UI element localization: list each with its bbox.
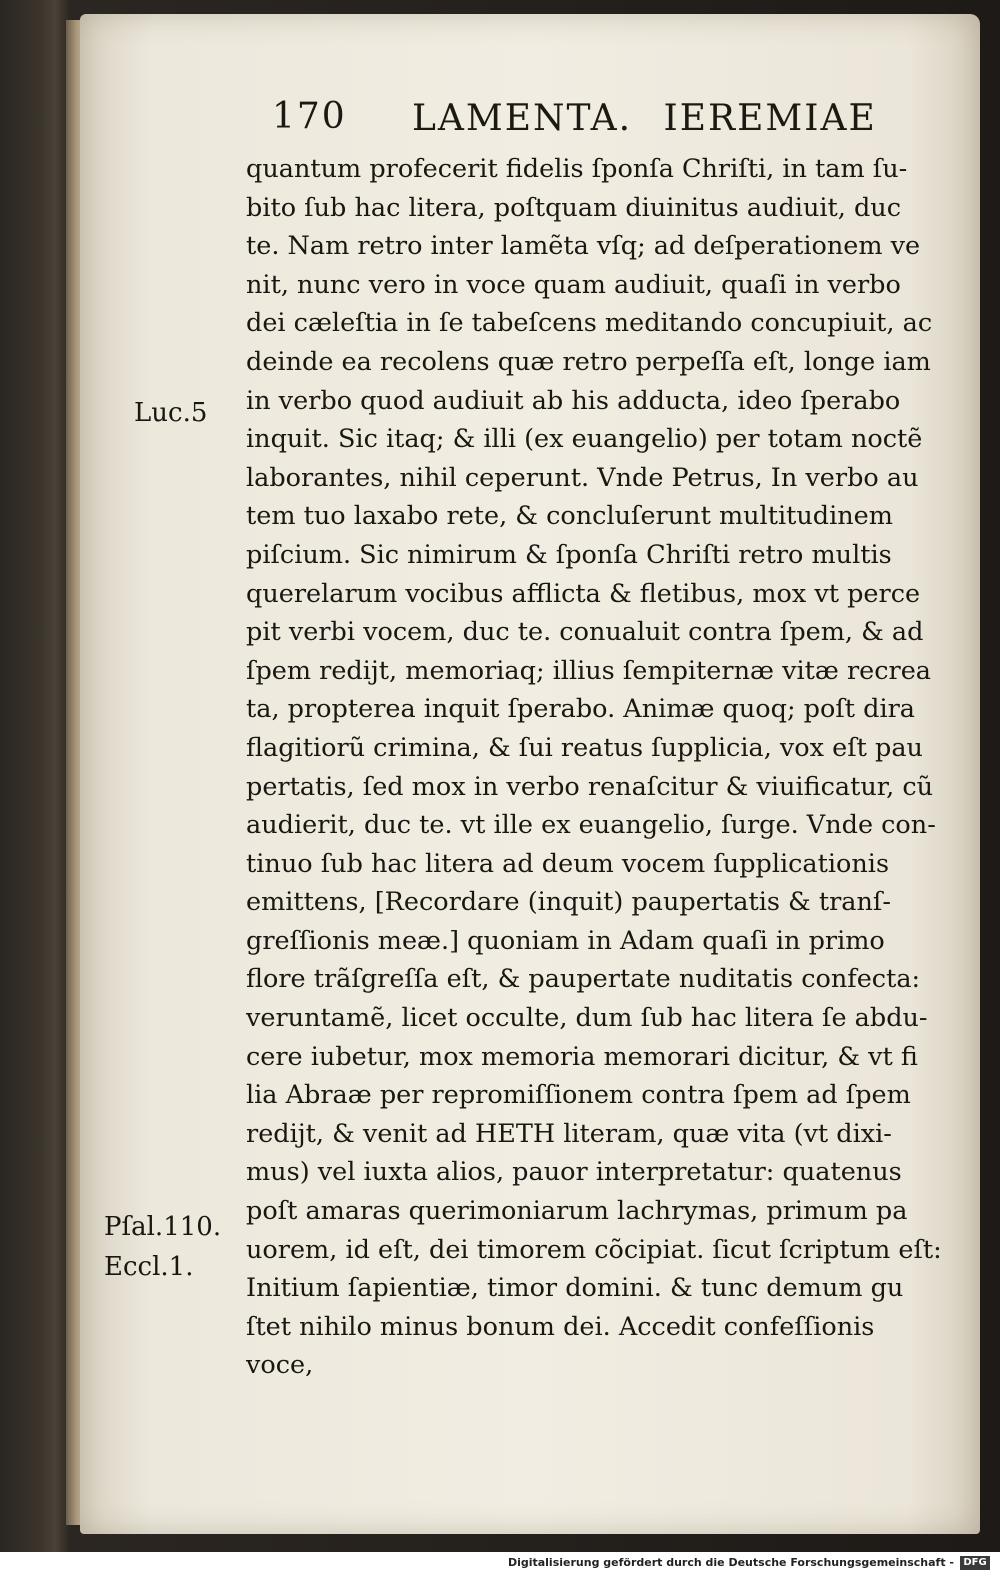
text-line: bito ſub hac litera, poſtquam diuinitus audiuit, duc bbox=[246, 192, 902, 223]
text-line: tinuo ſub hac litera ad deum vocem ſupplicationis bbox=[246, 848, 890, 879]
text-line: laborantes, nihil ceperunt. Vnde Petrus, In verbo au bbox=[246, 462, 919, 493]
text-line: uorem, id eſt, dei timorem cõcipiat. ſicut ſcriptum eſt: bbox=[246, 1234, 942, 1265]
text-line: te. Nam retro inter lamẽta vſq; ad deſperationem ve bbox=[246, 231, 921, 262]
dfg-logo: DFG bbox=[960, 1556, 990, 1570]
text-line: deinde ea recolens quæ retro perpeſſa eſt, longe iam bbox=[246, 346, 931, 377]
text-line: querelarum vocibus afflicta & fletibus, mox vt perce bbox=[246, 578, 921, 609]
text-line: audierit, duc te. vt ille ex euangelio, ſurge. Vnde con- bbox=[246, 810, 936, 841]
text-line: inquit. Sic itaq; & illi (ex euangelio) per totam noctẽ bbox=[246, 424, 923, 455]
margin-note-luc: Luc.5 bbox=[134, 398, 208, 428]
text-line: Initium ſapientiæ, timor domini. & tunc demum gu bbox=[246, 1273, 904, 1304]
text-line: voce, bbox=[246, 1350, 314, 1381]
body-text bbox=[246, 150, 966, 1385]
text-line: piſcium. Sic nimirum & ſponſa Chriſti retro multis bbox=[246, 539, 892, 570]
text-line: emittens, [Recordare (inquit) paupertatis & tranſ- bbox=[246, 887, 891, 918]
running-header bbox=[272, 88, 882, 148]
text-line: dei cæleſtia in ſe tabeſcens meditando concupiuit, ac bbox=[246, 308, 933, 339]
text-line: pit verbi vocem, duc te. conualuit contra ſpem, & ad bbox=[246, 617, 924, 648]
running-title: LAMENTA. IEREMIAE bbox=[412, 98, 877, 139]
text-line: ſtet nihilo minus bonum dei. Accedit confeſſionis bbox=[246, 1311, 875, 1342]
text-line: nit, nunc vero in voce quam audiuit, quaſi in verbo bbox=[246, 269, 901, 300]
margin-note-psal: Pſal.110. bbox=[104, 1212, 222, 1242]
digitization-credit: Digitalisierung gefördert durch die Deutsche Forschungsgemeinschaft - bbox=[507, 1556, 954, 1569]
text-line: poſt amaras querimoniarum lachrymas, primum pa bbox=[246, 1196, 908, 1227]
text-line: lia Abraæ per repromiſſionem contra ſpem ad ſpem bbox=[246, 1080, 911, 1111]
text-line: mus) vel iuxta alios, pauor interpretatur: quatenus bbox=[246, 1157, 902, 1188]
text-line: ſpem rediјt, memoriaq; illius ſempiternæ vitæ recrea bbox=[246, 655, 932, 686]
text-line: pertatis, ſed mox in verbo renaſcitur & viuificatur, cũ bbox=[246, 771, 934, 802]
text-line: quantum profecerit fidelis ſponſa Chriſti, in tam ſu- bbox=[246, 154, 908, 184]
text-line: in verbo quod audiuit ab his adducta, ideo ſperabo bbox=[246, 385, 901, 416]
text-line: ta, propterea inquit ſperabo. Animæ quoq; poſt dira bbox=[246, 694, 916, 725]
text-line: flagitiorũ crimina, & ſui reatus ſupplicia, vox eſt pau bbox=[246, 732, 923, 763]
text-line: flore trãſgreſſa eſt, & paupertate nuditatis confecta: bbox=[246, 964, 921, 995]
text-line: cere iubetur, mox memoria memorari dicitur, & vt fi bbox=[246, 1041, 918, 1072]
text-line: veruntamẽ, licet occulte, dum ſub hac litera ſe abdu- bbox=[246, 1003, 928, 1034]
text-line: greſſionis meæ.] quoniam in Adam quaſi in primo bbox=[246, 925, 885, 956]
margin-note-eccl: Eccl.1. bbox=[104, 1252, 194, 1282]
text-line: rediјt, & venit ad HETH literam, quæ vita (vt dixi- bbox=[246, 1118, 892, 1149]
page-number: 170 bbox=[272, 96, 347, 137]
text-line: tem tuo laxabo rete, & concluſerunt multitudinem bbox=[246, 501, 893, 532]
